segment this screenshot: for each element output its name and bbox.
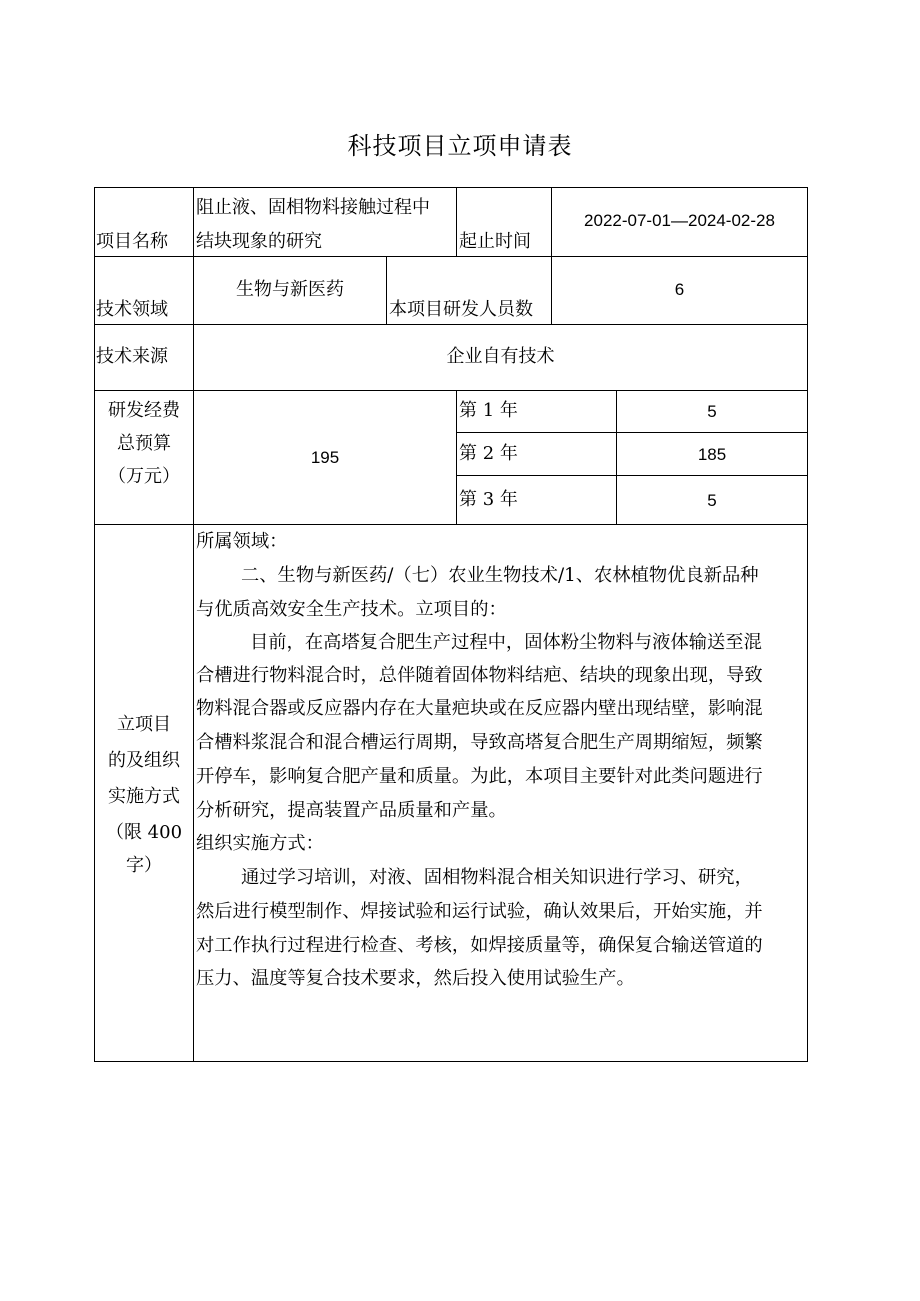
purpose-text-line: 通过学习培训，对液、固相物料混合相关知识进行学习、研究， [241, 867, 753, 888]
table-row-divider [94, 390, 808, 391]
purpose-text-line: 目前，在高塔复合肥生产过程中，固体粉尘物料与液体输送至混 [250, 632, 762, 653]
table-column-divider [456, 187, 457, 256]
purpose-label-line2: 的及组织 [108, 750, 180, 771]
purpose-text-line: 开停车，影响复合肥产量和质量。为此，本项目主要针对此类问题进行 [196, 766, 763, 787]
table-column-divider [386, 256, 387, 324]
purpose-label-line4: （限 400 [105, 822, 183, 843]
purpose-label-line5: 字） [126, 855, 162, 876]
purpose-text-line: 与优质高效安全生产技术。立项目的： [196, 599, 507, 620]
purpose-text-line: 所属领域： [196, 531, 288, 552]
project-name-value-line1: 阻止液、固相物料接触过程中 [196, 197, 430, 218]
budget-year-1-value: 5 [707, 402, 717, 421]
budget-label-line2: 总预算 [117, 433, 171, 454]
tech-source-value: 企业自有技术 [446, 346, 555, 367]
staff-value: 6 [674, 280, 685, 299]
table-column-divider [551, 187, 552, 324]
table-border-bottom [94, 1061, 808, 1062]
table-row-divider [94, 256, 808, 257]
tech-source-label: 技术来源 [96, 346, 168, 367]
staff-label: 本项目研发人员数 [389, 299, 533, 320]
table-row-divider [456, 475, 808, 476]
table-label-column-divider [193, 187, 194, 1062]
purpose-label-line1: 立项目 [117, 714, 171, 735]
purpose-text-line: 分析研究，提高装置产品质量和产量。 [196, 800, 507, 821]
page-title: 科技项目立项申请表 [347, 132, 573, 160]
table-column-divider [456, 390, 457, 524]
project-name-label: 项目名称 [96, 231, 168, 252]
purpose-text-line: 二、生物与新医药/（七）农业生物技术/1、农林植物优良新品种 [241, 565, 759, 586]
budget-year-2-value: 185 [697, 445, 727, 464]
table-border-top [94, 187, 808, 188]
period-value: 2022-07-01—2024-02-28 [584, 211, 775, 230]
tech-field-value: 生物与新医药 [236, 279, 344, 300]
purpose-text-line: 物料混合器或反应器内存在大量疤块或在反应器内壁出现结壁，影响混 [196, 698, 763, 719]
budget-label-line3: （万元） [108, 466, 180, 487]
period-label: 起止时间 [459, 231, 531, 252]
purpose-text-line: 压力、温度等复合技术要求，然后投入使用试验生产。 [196, 968, 635, 989]
purpose-text-line: 组织实施方式： [196, 833, 324, 854]
budget-year-2-label: 第 2 年 [459, 443, 518, 464]
purpose-label-line3: 实施方式 [108, 786, 180, 807]
budget-year-1-label: 第 1 年 [459, 400, 518, 421]
table-border-left [94, 187, 95, 1062]
budget-year-3-label: 第 3 年 [459, 489, 518, 510]
budget-total-value: 195 [310, 448, 340, 467]
purpose-text-line: 合槽进行物料混合时，总伴随着固体物料结疤、结块的现象出现，导致 [196, 665, 763, 686]
table-row-divider [456, 432, 808, 433]
tech-field-label: 技术领域 [96, 299, 168, 320]
table-border-right [807, 187, 808, 1062]
purpose-text-line: 对工作执行过程进行检查、考核，如焊接质量等，确保复合输送管道的 [196, 935, 763, 956]
budget-year-3-value: 5 [707, 491, 717, 510]
budget-label-line1: 研发经费 [108, 400, 180, 421]
table-row-divider [94, 324, 808, 325]
purpose-text-line: 然后进行模型制作、焊接试验和运行试验，确认效果后，开始实施，并 [196, 901, 763, 922]
project-name-value-line2: 结块现象的研究 [196, 231, 322, 252]
purpose-text-line: 合槽料浆混合和混合槽运行周期，导致高塔复合肥生产周期缩短，频繁 [196, 732, 763, 753]
